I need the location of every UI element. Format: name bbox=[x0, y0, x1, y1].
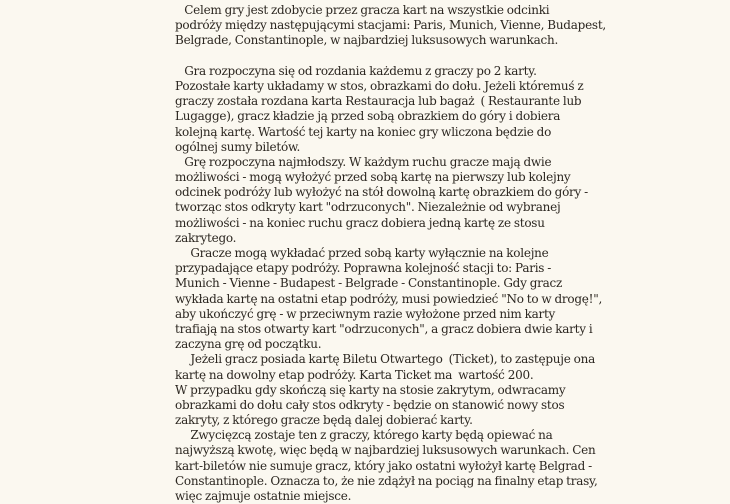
text-line: Lugagge), gracz kładzie ją przed sobą obrazkiem do góry i dobiera bbox=[175, 109, 561, 124]
text-line: możliwości - na koniec ruchu gracz dobiera jedną kartę ze stosu bbox=[175, 215, 545, 230]
text-line: Gra rozpoczyna się od rozdania każdemu z graczy po 2 karty. bbox=[175, 63, 537, 78]
text-line: Zwycięzcą zostaje ten z graczy, którego karty będą opiewać na bbox=[175, 428, 553, 443]
paragraph-1 bbox=[175, 3, 606, 49]
text-line: Celem gry jest zdobycie przez gracza kart na wszystkie odcinki bbox=[175, 3, 550, 17]
text-line: zaczyna grę od początku. bbox=[175, 337, 322, 352]
text-line: więc zajmuje ostatnie miejsce. bbox=[175, 489, 352, 503]
paragraph-gap bbox=[175, 49, 565, 64]
text-line: W przypadku gdy skończą się karty na stosie zakrytym, odwracamy bbox=[175, 382, 566, 397]
text-line: Munich - Vienne - Budapest - Belgrade - Constantinople. Gdy gracz bbox=[175, 276, 563, 291]
paragraph-5 bbox=[175, 352, 596, 428]
text-line: kart-biletów nie sumuje gracz, który jako ostatni wyłożył kartę Belgrad - bbox=[175, 458, 592, 473]
text-line: najwyższą kwotę, więc będą w najbardziej luksusowych warunkach. Cen bbox=[175, 443, 596, 458]
text-line: Belgrade, Constantinople, w najbardziej luksusowych warunkach. bbox=[175, 33, 559, 48]
text-line: podróży między następującymi stacjami: Paris, Munich, Vienne, Budapest, bbox=[175, 18, 606, 33]
text-line: Grę rozpoczyna najmłodszy. W każdym ruchu gracze mają dwie bbox=[175, 154, 552, 169]
paragraph-4 bbox=[175, 246, 603, 352]
text-line: zakryty, z którego gracze będą dalej dobierać karty. bbox=[175, 413, 473, 428]
paragraph-6 bbox=[175, 428, 598, 504]
text-line: Gracze mogą wykładać przed sobą karty wyłącznie na kolejne bbox=[175, 246, 549, 260]
text-line: Pozostałe karty układamy w stos, obrazkami do dołu. Jeżeli któremuś z bbox=[175, 78, 584, 93]
text-line: kartę na dowolny etap podróży. Karta Ticket ma wartość 200. bbox=[175, 367, 534, 382]
text-line: graczy została rozdana karta Restauracja lub bagaż ( Restaurante lub bbox=[175, 94, 582, 109]
text-line: Jeżeli gracz posiada kartę Biletu Otwartego (Ticket), to zastępuje ona bbox=[175, 352, 596, 367]
text-line: trafiają na stos otwarty kart "odrzuconych", a gracz dobiera dwie karty i bbox=[175, 321, 593, 336]
rules-text bbox=[175, 3, 606, 504]
text-line: Constantinople. Oznacza to, że nie zdążył na pociąg na finalny etap trasy, bbox=[175, 473, 598, 488]
text-line: ogólnej sumy biletów. bbox=[175, 139, 301, 154]
text-line: aby ukończyć grę - w przeciwnym razie wyłożone przed nim karty bbox=[175, 306, 556, 321]
text-line: przypadające etapy podróży. Poprawna kolejność stacji to: Paris - bbox=[175, 261, 552, 276]
text-line: możliwości - mogą wyłożyć przed sobą kartę na pierwszy lub kolejny bbox=[175, 170, 571, 185]
paragraph-2 bbox=[175, 63, 584, 155]
text-line: tworząc stos odkryty kart "odrzuconych". Niezależnie od wybranej bbox=[175, 200, 561, 215]
text-line: obrazkami do dołu cały stos odkryty - będzie on stanowić nowy stos bbox=[175, 397, 565, 412]
text-line: odcinek podróży lub wyłożyć na stół dowolną kartę obrazkiem do góry - bbox=[175, 185, 588, 200]
paragraph-3 bbox=[175, 154, 588, 246]
text-line: wykłada kartę na ostatni etap podróży, musi powiedzieć "No to w drogę!", bbox=[175, 291, 603, 306]
text-line: kolejną kartę. Wartość tej karty na koniec gry wliczona będzie do bbox=[175, 124, 552, 139]
text-line: zakrytego. bbox=[175, 230, 237, 245]
